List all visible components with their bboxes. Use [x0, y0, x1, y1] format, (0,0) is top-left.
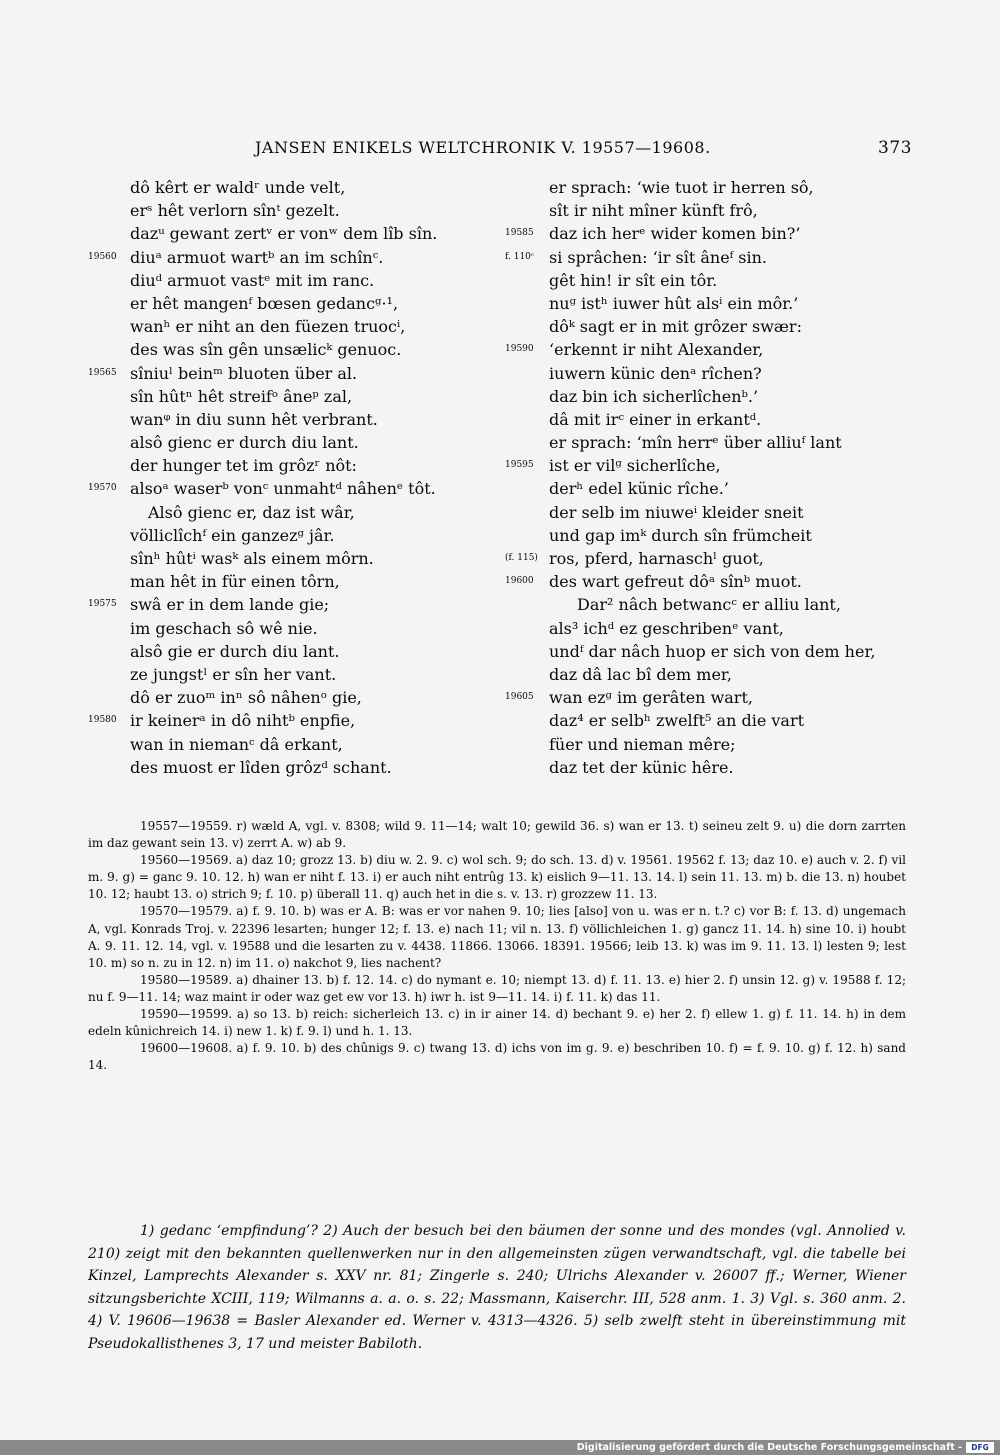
- verse-text: Dar² nâch betwancᶜ er alliu lant,: [577, 595, 841, 615]
- verse-text: diuᵃ armuot wartᵇ an im schînᶜ.: [130, 247, 384, 267]
- verse-line: [88, 593, 498, 616]
- verse-line: [505, 501, 925, 524]
- verse-line: [505, 199, 925, 222]
- apparatus-entry: 19560—19569. a) daz 10; grozz 13. b) diu w. 2. 9. c) wol sch. 9; do sch. 13. d) v. 19561. 19562 f. 13; daz 10. e) auch v. 2. f) vil m. 9. g) = ganc 9. 10. 12. h) wan er niht f. 13. i) er auch niht entrûg 13. k) eislich 9—11. 13. 14. l) sein 11. 13. m) b. die 13. n) houbet 10. 12; haubt 13. o) strich 9; f. 10. p) überall 11. q) auch het in die s. v. 13. r) grozzew 11. 13.: [88, 853, 906, 902]
- verse-line: [505, 756, 925, 779]
- verse-line: [88, 524, 498, 547]
- verse-line: [88, 269, 498, 292]
- verse-text: derʰ edel künic rîche.’: [549, 479, 729, 499]
- dfg-logo: DFG: [966, 1442, 994, 1453]
- running-header: [0, 138, 1000, 162]
- verse-text: man hêt in für einen tôrn,: [130, 572, 340, 592]
- verse-line: [505, 176, 925, 199]
- verse-line: [88, 454, 498, 477]
- verse-text: im geschach sô wê nie.: [130, 618, 318, 638]
- verse-line: [505, 733, 925, 756]
- verse-line: [88, 640, 498, 663]
- verse-text: daz ich herᵉ wider komen bin?’: [549, 224, 801, 244]
- verse-line: [505, 454, 925, 477]
- verse-line: [88, 570, 498, 593]
- verse-line: [88, 431, 498, 454]
- verse-line: [88, 315, 498, 338]
- verse-line: [505, 408, 925, 431]
- verse-line: [505, 617, 925, 640]
- verse-text: alsô gienc er durch diu lant.: [130, 433, 359, 453]
- verse-line: [88, 756, 498, 779]
- verse-text: ir keinerᵃ in dô nihtᵇ enpfie,: [130, 711, 356, 731]
- apparatus-entry: 19600—19608. a) f. 9. 10. b) des chûnigs 9. c) twang 13. d) ichs von im g. 9. e) beschriben 10. f) = f. 9. 10. g) f. 12. h) sand 14.: [88, 1041, 906, 1073]
- verse-text: des was sîn gên unsælicᵏ genuoc.: [130, 340, 402, 360]
- verse-text: ros, pferd, harnaschˡ guot,: [549, 549, 764, 568]
- verse-text: er sprach: ‘wie tuot ir herren sô,: [549, 178, 814, 197]
- apparatus-entry: 19580—19589. a) dhainer 13. b) f. 12. 14. c) do nymant e. 10; niempt 13. d) f. 11. 13. e) hier 2. f) unsin 12. g) v. 19588 f. 12; nu f. 9—11. 14; waz maint ir oder waz get ew vor 13. h) iwr h. ist 9—11. 14. i) f. 11. k) das 11.: [88, 972, 906, 1004]
- verse-line: [505, 640, 925, 663]
- critical-apparatus: [88, 818, 906, 1074]
- verse-line: [88, 686, 498, 709]
- verse-number: 19565: [88, 367, 117, 378]
- verse-text: dâ mit irᶜ einer in erkantᵈ.: [549, 409, 762, 429]
- verse-line: [88, 547, 498, 570]
- running-title: JANSEN ENIKELS WELTCHRONIK V. 19557—19608.: [255, 138, 711, 157]
- verse-text: als³ ichᵈ ez geschribenᵉ vant,: [549, 618, 784, 638]
- verse-text: alsô gie er durch diu lant.: [130, 641, 340, 661]
- verse-line: [88, 477, 498, 500]
- verse-line: [505, 269, 925, 292]
- verse-text: völliclîchᶠ ein ganzezᵍ jâr.: [130, 525, 335, 545]
- verse-text: dôᵏ sagt er in mit grôzer swær:: [549, 317, 802, 337]
- verse-line: [88, 362, 498, 385]
- verse-text: daz tet der künic hêre.: [549, 757, 734, 777]
- verse-line: [88, 709, 498, 732]
- verse-text: sîniuˡ beinᵐ bluoten über al.: [130, 363, 358, 383]
- verse-line: [88, 501, 498, 524]
- verse-line: [505, 315, 925, 338]
- verse-text: Alsô gienc er, daz ist wâr,: [148, 502, 355, 522]
- verse-text: des muost er lîden grôzᵈ schant.: [130, 757, 392, 777]
- verse-text: diuᵈ armuot vastᵉ mit im ranc.: [130, 270, 375, 290]
- verse-number: 19560: [88, 251, 117, 262]
- verse-line: [505, 663, 925, 686]
- verse-text: wan in niemanᶜ dâ erkant,: [130, 734, 343, 754]
- verse-text: nuᵍ istʰ iuwer hût alsⁱ ein môr.’: [549, 293, 799, 313]
- verse-text: des wart gefreut dôᵃ sînᵇ muot.: [549, 572, 802, 592]
- verse-text: ze jungstˡ er sîn her vant.: [130, 664, 337, 684]
- verse-line: [88, 617, 498, 640]
- verse-text: daz dâ lac bî dem mer,: [549, 664, 732, 684]
- verse-text: wan ezᵍ im gerâten wart,: [549, 688, 753, 708]
- verse-number: (f. 115): [505, 553, 538, 563]
- verse-line: [88, 176, 498, 199]
- verse-text: wanʰ er niht an den füezen truocⁱ,: [130, 317, 406, 337]
- verse-line: [505, 222, 925, 245]
- verse-text: er sprach: ‘mîn herrᵉ über alliuᶠ lant: [549, 433, 842, 453]
- page-number: 373: [878, 138, 912, 158]
- verse-line: [88, 222, 498, 245]
- verse-line: [88, 199, 498, 222]
- verse-number: 19580: [88, 715, 117, 726]
- apparatus-entry: 19590—19599. a) so 13. b) reich: sicherleich 13. c) in ir ainer 14. d) bechant 9. e) her 2. f) ellew 1. g) f. 11. 14. h) in dem edeln kûnichreich 14. i) new 1. k) f. 9. l) und h. 1. 13.: [88, 1007, 906, 1039]
- verse-number: 19600: [505, 576, 534, 587]
- verse-text: wanᵠ in diu sunn hêt verbrant.: [130, 409, 378, 429]
- verse-number: 19575: [88, 599, 117, 610]
- verse-text: füer und nieman mêre;: [549, 734, 736, 754]
- verse-text: dô kêrt er waldʳ unde velt,: [130, 178, 346, 197]
- verse-number: 19590: [505, 344, 534, 355]
- footnote-paragraph: 1) gedanc ‘empfindung’? 2) Auch der besuch bei den bäumen der sonne und des mondes (vgl. Annolied v. 210) zeigt mit den bekannten quellenwerken nur in den allgemeinsten zügen verwandtschaft, vgl. die tabelle bei Kinzel, Lamprechts Alexander s. XXV nr. 81; Zingerle s. 240; Ulrichs Alexander v. 26007 ff.; Werner, Wiener sitzungsberichte XCIII, 119; Wilmanns a. a. o. s. 22; Massmann, Kaiserchr. III, 528 anm. 1. 3) Vgl. s. 360 anm. 2. 4) V. 19606—19638 = Basler Alexander ed. Werner v. 4313—4326. 5) selb zwelft steht in übereinstimmung mit Pseudokallisthenes 3, 17 und meister Babiloth.: [88, 1223, 906, 1352]
- verse-text: erˢ hêt verlorn sînᵗ gezelt.: [130, 201, 340, 221]
- verse-number: 19605: [505, 692, 534, 703]
- verse-line: [505, 385, 925, 408]
- verse-line: [505, 570, 925, 593]
- verse-line: [505, 593, 925, 616]
- verse-line: [505, 524, 925, 547]
- verse-text: undᶠ dar nâch huop er sich von dem her,: [549, 641, 876, 661]
- verse-text: dô er zuoᵐ inⁿ sô nâhenᵒ gie,: [130, 688, 362, 708]
- verse-line: [505, 431, 925, 454]
- verse-text: der selb im niuweⁱ kleider sneit: [549, 502, 804, 522]
- apparatus-entry: 19557—19559. r) wæld A, vgl. v. 8308; wild 9. 11—14; walt 10; gewild 36. s) wan er 13. t) seineu zelt 9. u) die dorn zarrten im daz gewant sein 13. v) zerrt A. w) ab 9.: [88, 819, 906, 851]
- verse-text: dazᵘ gewant zertᵛ er vonʷ dem lîb sîn.: [130, 224, 438, 244]
- verse-line: [88, 385, 498, 408]
- verse-line: [505, 362, 925, 385]
- verse-line: [505, 547, 925, 570]
- verse-line: [88, 292, 498, 315]
- verse-text: si sprâchen: ‘ir sît ânеᶠ sin.: [549, 247, 768, 267]
- verse-text: swâ er in dem lande gie;: [130, 595, 330, 615]
- verse-line: [505, 338, 925, 361]
- verse-text: gêt hin! ir sît ein tôr.: [549, 270, 718, 290]
- apparatus-entry: 19570—19579. a) f. 9. 10. b) was er A. B: was er vor nahen 9. 10; lies [also] von u. was er n. t.? c) vor B: f. 13. d) ungemach A, vgl. Konrads Troj. v. 22396 lesarten; hunger 12; f. 13. e) nach 11; vil n. 13. f) völlichleichen 1. g) gancz 11. 14. h) sine 10. i) houbt A. 9. 11. 12. 14, vgl. v. 19588 und die lesarten zu v. 4438. 11866. 13066. 18391. 19566; leib 13. k) was im 9. 11. 13. l) lesten 9; lest 10. m) so n. zu in 12. n) im 11. o) nakchot 9, lies nachent?: [88, 904, 906, 970]
- verse-line: [88, 408, 498, 431]
- verse-text: der hunger tet im grôzʳ nôt:: [130, 456, 357, 476]
- verse-column-left: [88, 176, 498, 779]
- verse-text: daz bin ich sicherlîchenᵇ.’: [549, 386, 759, 406]
- verse-text: daz⁴ er selbʰ zwelft⁵ an die vart: [549, 711, 805, 731]
- verse-number: 19585: [505, 228, 534, 239]
- verse-line: [88, 338, 498, 361]
- verse-text: er hêt mangenᶠ bœsen gedancᵍ·¹,: [130, 293, 399, 313]
- verse-line: [505, 477, 925, 500]
- verse-number: f. 110ᶜ: [505, 251, 535, 262]
- verse-line: [505, 292, 925, 315]
- digitization-footer: [0, 1440, 1000, 1455]
- verse-line: [88, 663, 498, 686]
- verse-text: ‘erkennt ir niht Alexander,: [549, 340, 764, 360]
- verse-line: [505, 686, 925, 709]
- verse-line: [88, 733, 498, 756]
- verse-text: sît ir niht mîner künft frô,: [549, 201, 758, 221]
- footnotes: [88, 1220, 906, 1355]
- verse-text: ist er vilᵍ sicherlîche,: [549, 456, 721, 476]
- funding-credit: Digitalisierung gefördert durch die Deutsche Forschungsgemeinschaft -: [576, 1442, 962, 1453]
- verse-line: [505, 246, 925, 269]
- verse-line: [505, 709, 925, 732]
- verse-number: 19570: [88, 483, 117, 494]
- verse-number: 19595: [505, 460, 534, 471]
- verse-text: sînʰ hûtⁱ wasᵏ als einem môrn.: [130, 549, 374, 568]
- verse-text: iuwern künic denᵃ rîchen?: [549, 363, 762, 383]
- verse-text: und gap imᵏ durch sîn frümcheit: [549, 525, 812, 545]
- verse-column-right: [505, 176, 925, 779]
- verse-text: sîn hûtⁿ hêt streifᵒ ânеᵖ zal,: [130, 386, 353, 406]
- verse-text: alsoᵃ waserᵇ vonᶜ unmahtᵈ nâhenᵉ tôt.: [130, 479, 436, 499]
- verse-line: [88, 246, 498, 269]
